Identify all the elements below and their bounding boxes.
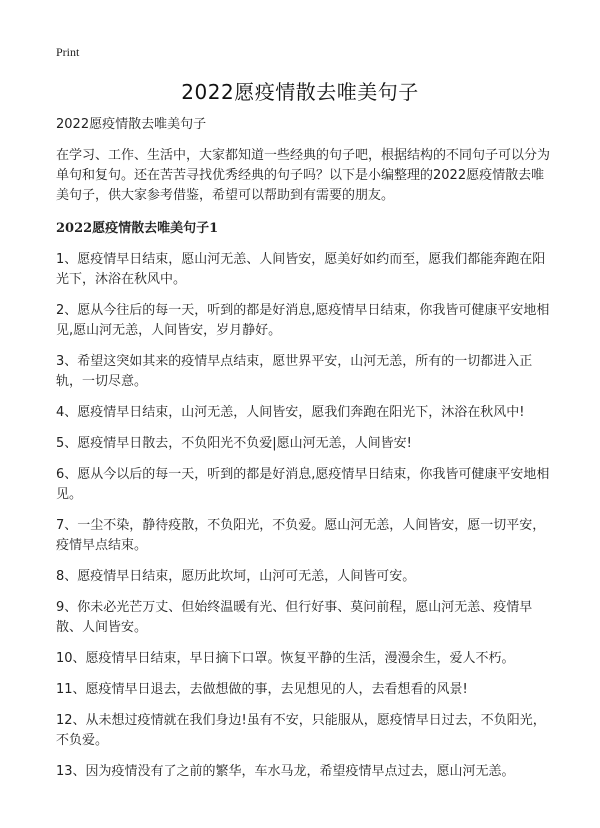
intro-paragraph: 在学习、工作、生活中，大家都知道一些经典的句子吧，根据结构的不同句子可以分为单句和复句。还在苦苦寻找优秀经典的句子吗？以下是小编整理的2022愿疫情散去唯美句子，供大家参考借鉴，希望可以帮助到有需要的朋友。 — [56, 148, 551, 203]
sentence-item: 8、愿疫情早日结束，愿历此坎坷，山河可无恙，人间皆可安。 — [56, 569, 416, 584]
page-title: 2022愿疫情散去唯美句子 — [181, 80, 419, 104]
sentence-item: 12、从未想过疫情就在我们身边!虽有不安，只能服从，愿疫情早日过去，不负阳光，不负爱。 — [56, 713, 546, 748]
sentence-item: 13、因为疫情没有了之前的繁华，车水马龙，希望疫情早点过去，愿山河无恙。 — [56, 764, 515, 779]
sentence-item: 4、愿疫情早日结束，山河无恙，人间皆安，愿我们奔跑在阳光下，沐浴在秋风中! — [56, 405, 525, 420]
sentence-item: 10、愿疫情早日结束，早日摘下口罩。恢复平静的生活，漫漫余生，爱人不朽。 — [56, 651, 515, 666]
print-link[interactable]: Print — [56, 45, 80, 59]
section-heading: 2022愿疫情散去唯美句子1 — [56, 221, 219, 236]
sentence-item: 11、愿疫情早日退去，去做想做的事，去见想见的人，去看想看的风景! — [56, 682, 468, 697]
sentence-item: 6、愿从今以后的每一天，听到的都是好消息,愿疫情早日结束，你我皆可健康平安地相见。 — [56, 467, 550, 502]
sentence-item: 3、希望这突如其来的疫情早点结束，愿世界平安，山河无恙，所有的一切都进入正轨，一切尽意。 — [56, 354, 533, 389]
sentence-item: 2、愿从今往后的每一天，听到的都是好消息,愿疫情早日结束，你我皆可健康平安地相见,愿山河无恙，人间皆安，岁月静好。 — [56, 303, 550, 338]
sentence-item: 5、愿疫情早日散去，不负阳光不负爱|愿山河无恙，人间皆安! — [56, 436, 412, 451]
article-subtitle: 2022愿疫情散去唯美句子 — [56, 117, 207, 132]
article-body — [56, 116, 556, 793]
sentence-item: 9、你未必光芒万丈、但始终温暖有光、但行好事、莫问前程，愿山河无恙、疫情早散、人间皆安。 — [56, 600, 533, 635]
sentence-item: 1、愿疫情早日结束，愿山河无恙、人间皆安，愿美好如约而至，愿我们都能奔跑在阳光下，沐浴在秋风中。 — [56, 252, 546, 287]
sentence-item: 7、一尘不染，静待疫散，不负阳光，不负爱。愿山河无恙，人间皆安，愿一切平安，疫情早点结束。 — [56, 518, 546, 553]
